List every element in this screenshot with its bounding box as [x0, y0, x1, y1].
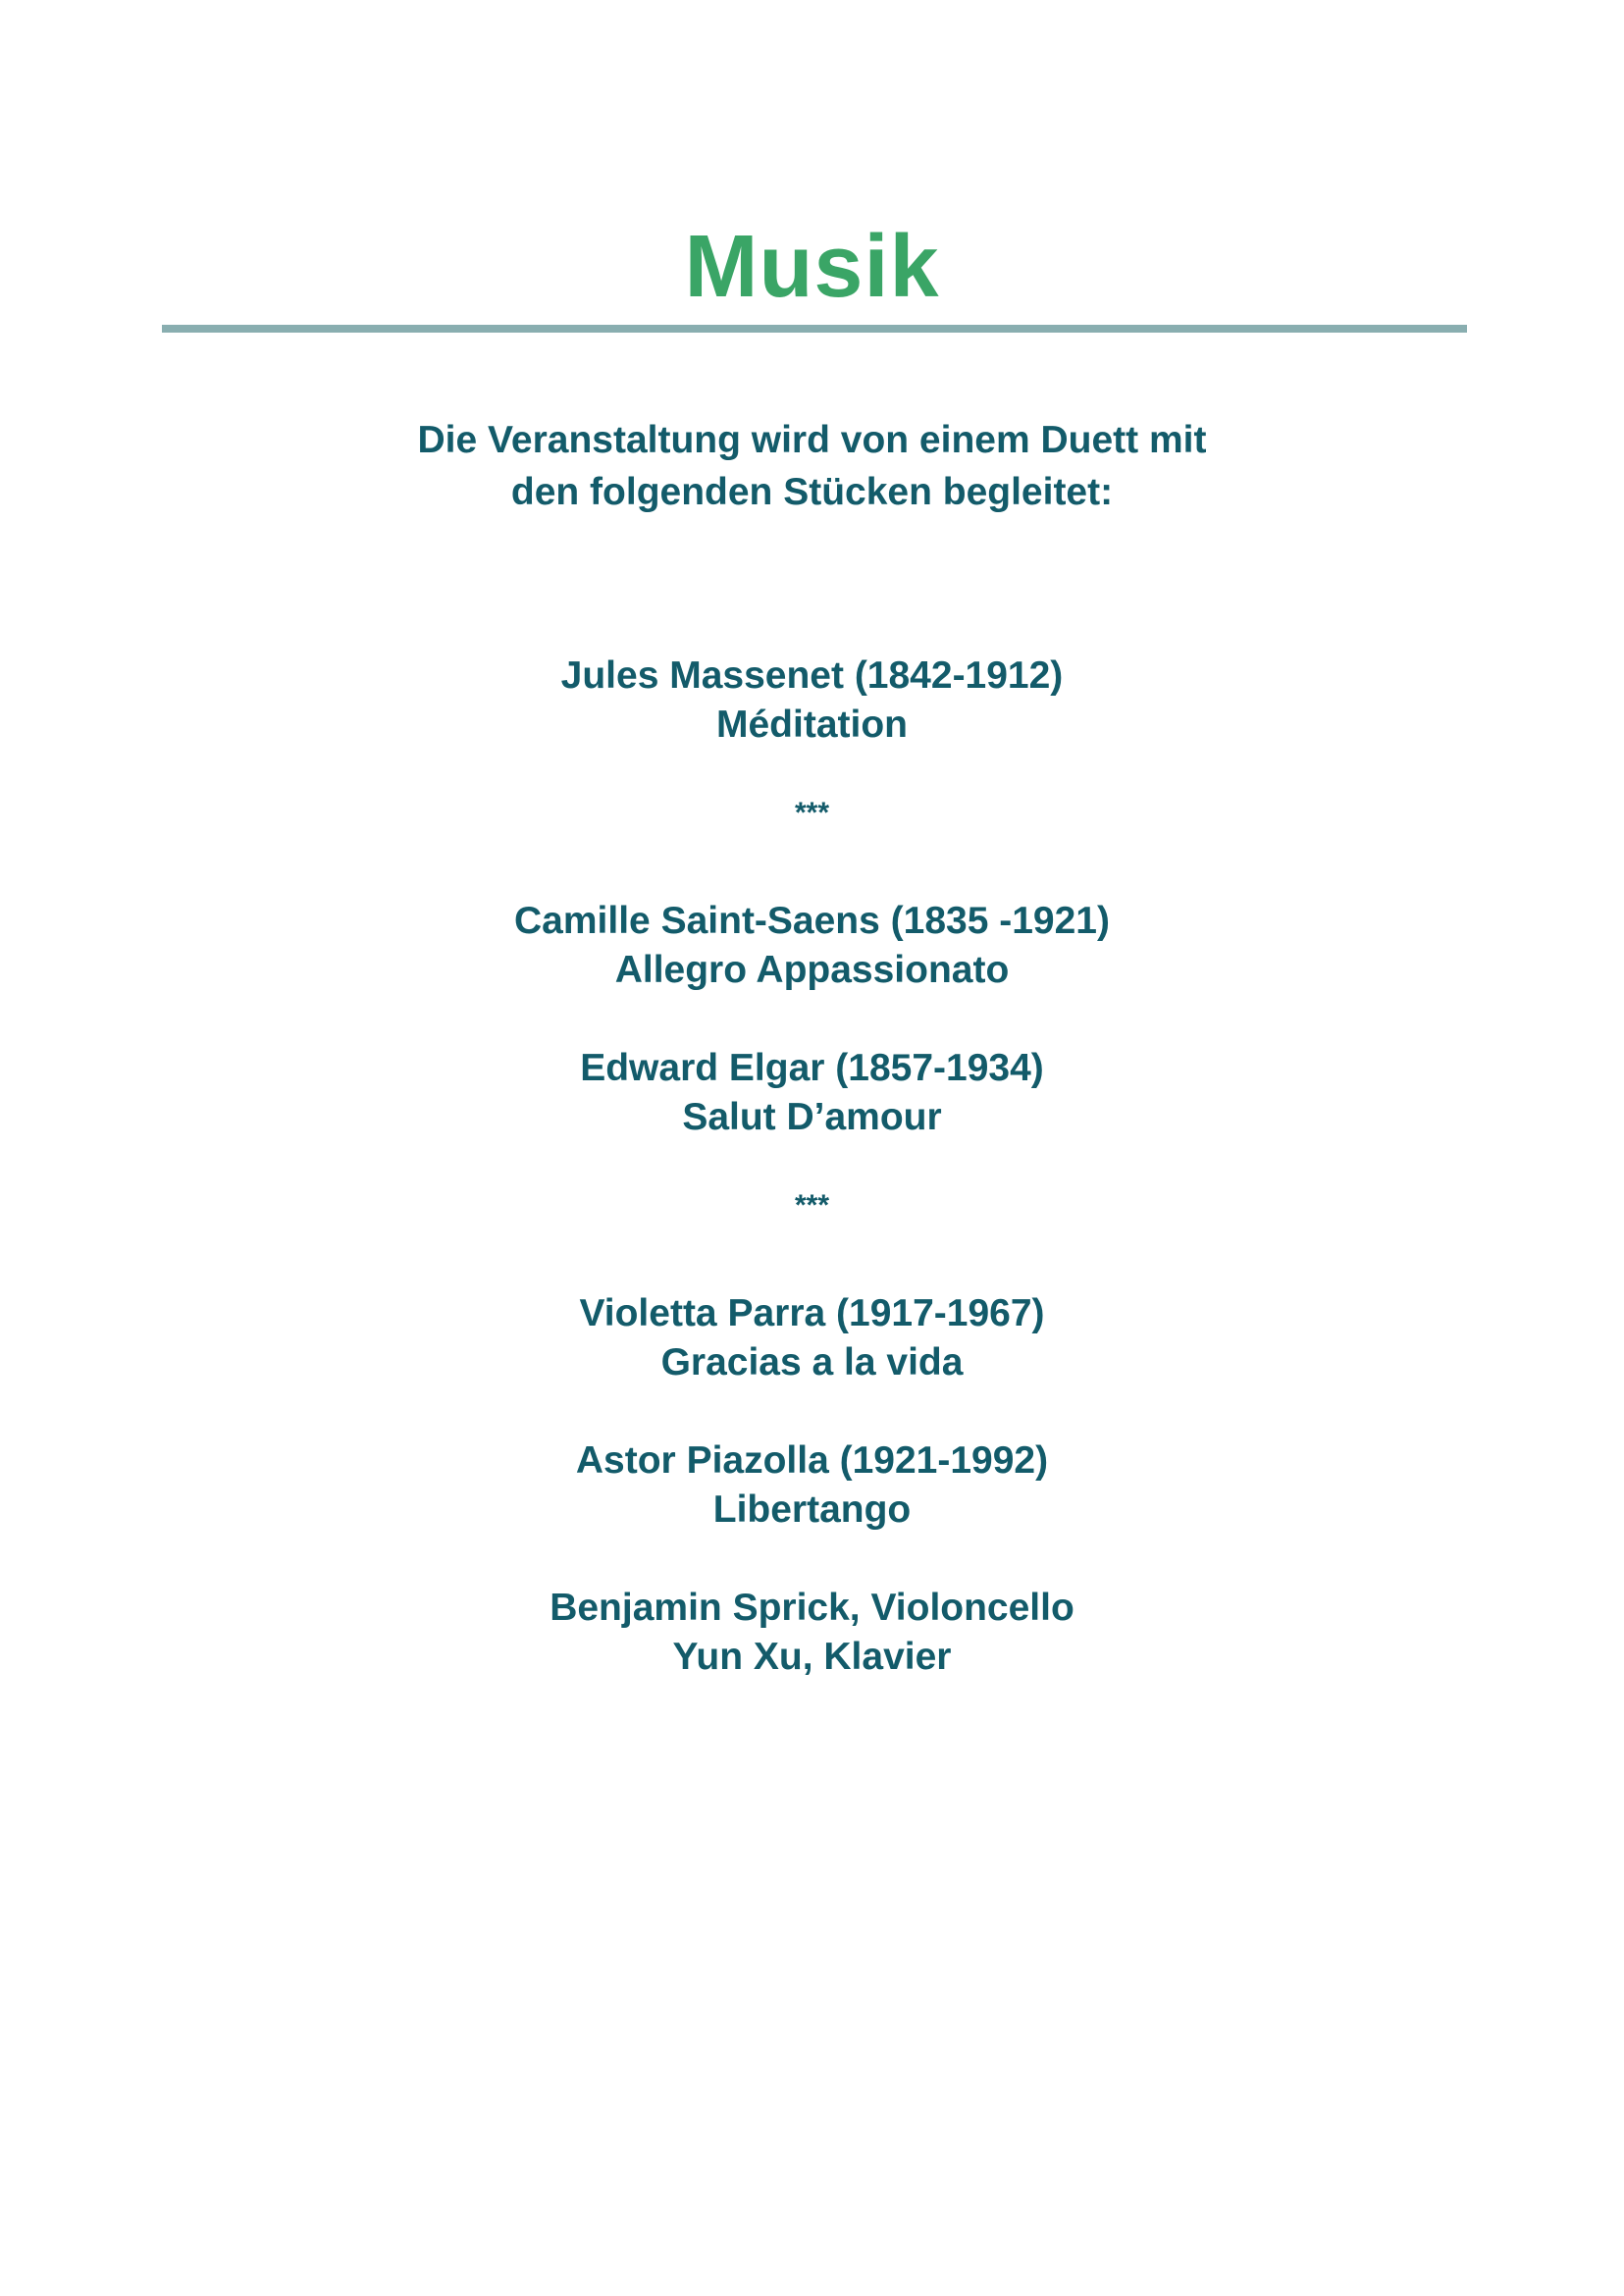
intro-line: den folgenden Stücken begleitet:	[510, 471, 1114, 513]
page-title: Musik	[684, 218, 940, 316]
piece-composer: Violetta Parra (1917-1967)	[579, 1292, 1045, 1334]
piece-work: Méditation	[716, 704, 908, 746]
piece-composer: Jules Massenet (1842-1912)	[560, 654, 1064, 697]
performer-name: Yun Xu, Klavier	[672, 1636, 952, 1678]
piece-work: Allegro Appassionato	[614, 949, 1010, 991]
performer-name: Benjamin Sprick, Violoncello	[550, 1587, 1074, 1629]
piece-work: Salut D’amour	[682, 1096, 942, 1138]
title-divider	[162, 325, 1467, 333]
piece-composer: Camille Saint-Saens (1835 -1921)	[514, 900, 1110, 942]
piece-work: Libertango	[712, 1488, 912, 1531]
piece-work: Gracias a la vida	[660, 1341, 964, 1383]
section-separator: ***	[794, 797, 830, 829]
piece-composer: Astor Piazolla (1921-1992)	[575, 1439, 1049, 1482]
piece-composer: Edward Elgar (1857-1934)	[580, 1047, 1044, 1089]
intro-line: Die Veranstaltung wird von einem Duett mit	[417, 419, 1207, 461]
intro-text	[0, 414, 1624, 518]
section-separator: ***	[794, 1189, 830, 1222]
